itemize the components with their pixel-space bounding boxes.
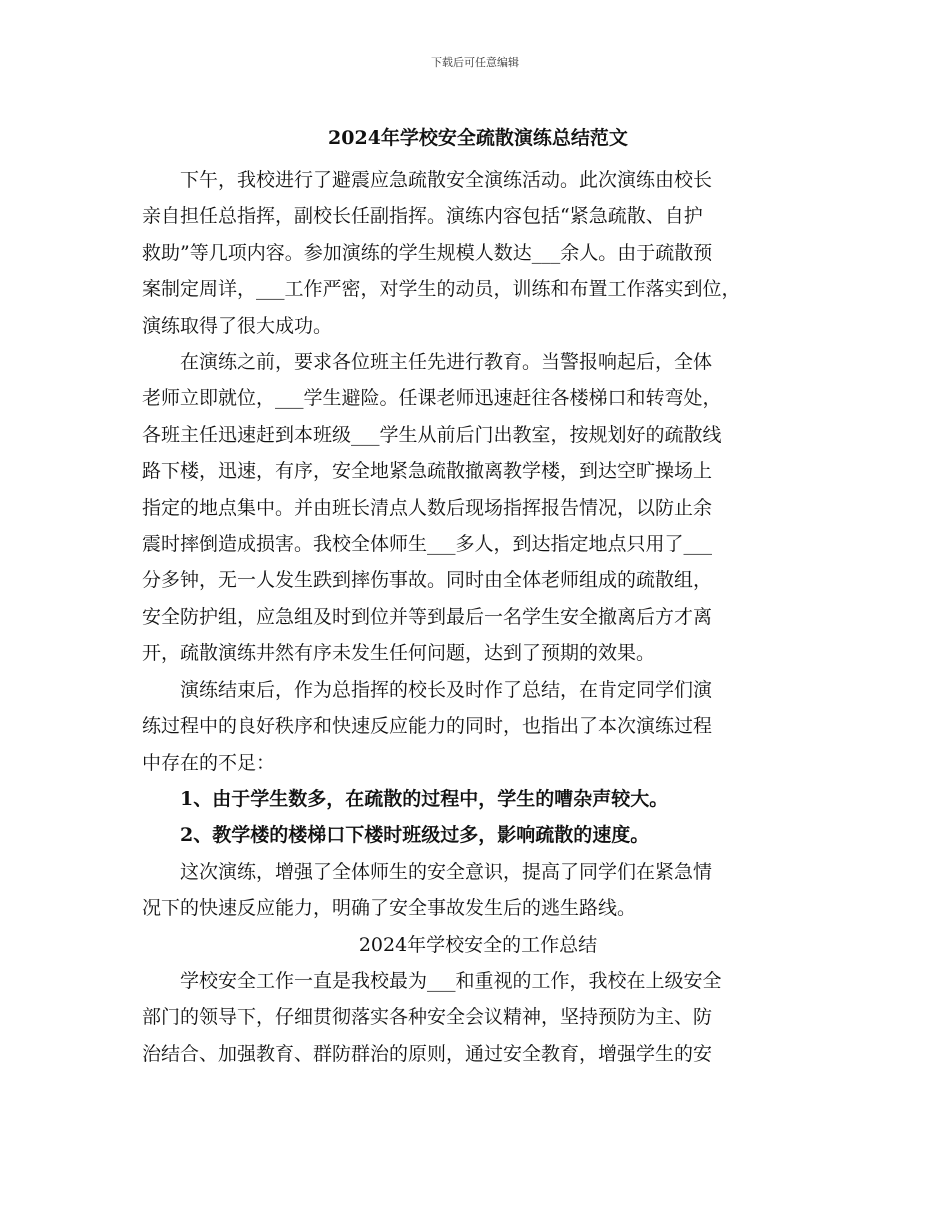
- list-item: 2、教学楼的楼梯口下楼时班级过多，影响疏散的速度。: [180, 824, 650, 847]
- paragraph-line: 中存在的不足：: [142, 751, 276, 774]
- paragraph-line: 这次演练，增强了全体师生的安全意识，提高了同学们在紧急情: [180, 860, 713, 883]
- header-note: 下载后可任意编辑: [431, 56, 519, 69]
- paragraph-2: [142, 344, 814, 672]
- paragraph-line: 部门的领导下，仔细贯彻落实各种安全会议精神，坚持预防为主、防: [142, 1006, 713, 1029]
- paragraph-1: [142, 162, 814, 344]
- paragraph-line: 亲自担任总指挥，副校长任副指挥。演练内容包括“紧急疏散、自护: [142, 205, 703, 228]
- paragraph-4: [142, 963, 814, 1072]
- paragraph-line: 练过程中的良好秩序和快速反应能力的同时，也指出了本次演练过程: [142, 715, 713, 738]
- document-title: 2024年学校安全疏散演练总结范文: [328, 127, 628, 149]
- paragraph-line: 指定的地点集中。并由班长清点人数后现场指挥报告情况，以防止余: [142, 496, 713, 519]
- paragraph-line: 路下楼，迅速，有序，安全地紧急疏散撤离教学楼，到达空旷操场上: [142, 460, 713, 483]
- paragraph-line: 治结合、加强教育、群防群治的原则，通过安全教育，增强学生的安: [142, 1042, 713, 1065]
- paragraph-3: [142, 672, 814, 781]
- paragraph-line: 学校安全工作一直是我校最为___和重视的工作，我校在上级安全: [180, 969, 722, 992]
- paragraph-line: 况下的快速反应能力，明确了安全事故发生后的逃生路线。: [142, 897, 637, 920]
- paragraph-line: 演练取得了很大成功。: [142, 314, 333, 337]
- paragraph-line: 各班主任迅速赶到本班级___学生从前后门出教室，按规划好的疏散线: [142, 423, 722, 446]
- document-body: [142, 126, 814, 1072]
- paragraph-line: 在演练之前，要求各位班主任先进行教育。当警报响起后，全体: [180, 351, 713, 374]
- paragraph-line: 震时摔倒造成损害。我校全体师生___多人，到达指定地点只用了___: [142, 533, 713, 556]
- paragraph-line: 分多钟，无一人发生跌到摔伤事故。同时由全体老师组成的疏散组，: [142, 569, 713, 592]
- paragraph-line: 安全防护组，应急组及时到位并等到最后一名学生安全撤离后方才离: [142, 605, 713, 628]
- paragraph-line: 案制定周详，___工作严密，对学生的动员，训练和布置工作落实到位，: [142, 278, 741, 301]
- paragraph-line: 救助”等几项内容。参加演练的学生规模人数达___余人。由于疏散预: [142, 241, 713, 264]
- paragraph-line: 演练结束后，作为总指挥的校长及时作了总结，在肯定同学们演: [180, 678, 713, 701]
- section-title: 2024年学校安全的工作总结: [358, 933, 598, 956]
- conclusion-paragraph: [142, 854, 814, 927]
- paragraph-line: 开，疏散演练井然有序未发生任何问题，达到了预期的效果。: [142, 642, 656, 665]
- paragraph-line: 老师立即就位，___学生避险。任课老师迅速赶往各楼梯口和转弯处，: [142, 387, 722, 410]
- list-item: 1、由于学生数多，在疏散的过程中，学生的嘈杂声较大。: [180, 787, 669, 810]
- paragraph-line: 下午，我校进行了避震应急疏散安全演练活动。此次演练由校长: [180, 169, 713, 191]
